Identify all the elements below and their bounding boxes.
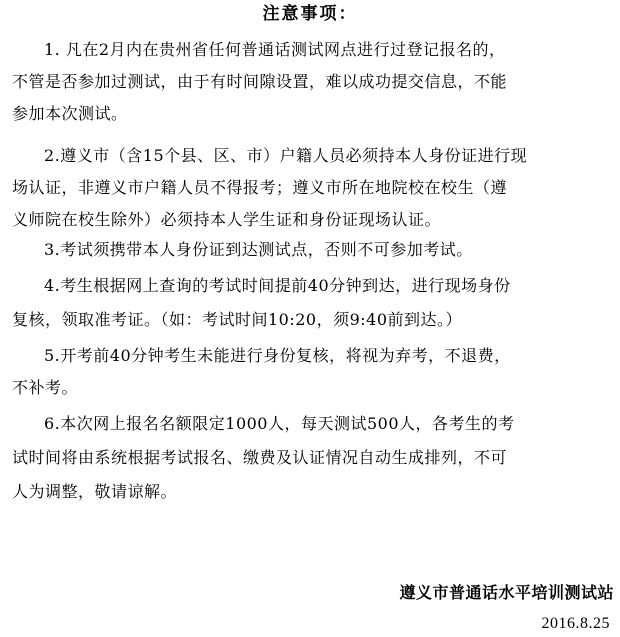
item-1-line-2: 不管是否参加过测试，由于有时间隙设置，难以成功提交信息，不能 <box>12 72 508 91</box>
item-3-line-1: 3.考试须携带本人身份证到达测试点，否则不可参加考试。 <box>44 240 473 259</box>
item-2-line-1: 2.遵义市（含15个县、区、市）户籍人员必须持本人身份证进行现 <box>44 146 528 165</box>
item-1-line-3: 参加本次测试。 <box>12 104 128 123</box>
issuer-signature: 遵义市普通话水平培训测试站 <box>399 583 614 602</box>
item-1-line-1: 1. 凡在2月内在贵州省任何普通话测试网点进行过登记报名的， <box>44 40 506 59</box>
item-6-line-3: 人为调整，敬请谅解。 <box>12 482 178 501</box>
item-4-line-2: 复核，领取准考证。（如：考试时间10:20，须9:40前到达。） <box>12 310 463 329</box>
item-5-line-1: 5.开考前40分钟考生未能进行身份复核，将视为弃考，不退费， <box>44 346 511 365</box>
item-6-line-1: 6.本次网上报名名额限定1000人，每天测试500人，各考生的考 <box>44 414 515 433</box>
item-5-line-2: 不补考。 <box>12 378 79 397</box>
item-6-line-2: 试时间将由系统根据考试报名、缴费及认证情况自动生成排列，不可 <box>12 448 508 467</box>
notice-title: 注意事项： <box>262 4 358 24</box>
item-2-line-2: 场认证，非遵义市户籍人员不得报考；遵义市所在地院校在校生（遵 <box>12 178 508 197</box>
item-2-line-3: 义师院在校生除外）必须持本人学生证和身份证现场认证。 <box>12 210 442 229</box>
issue-date: 2016.8.25 <box>541 615 610 632</box>
item-4-line-1: 4.考生根据网上查询的考试时间提前40分钟到达，进行现场身份 <box>44 276 511 295</box>
